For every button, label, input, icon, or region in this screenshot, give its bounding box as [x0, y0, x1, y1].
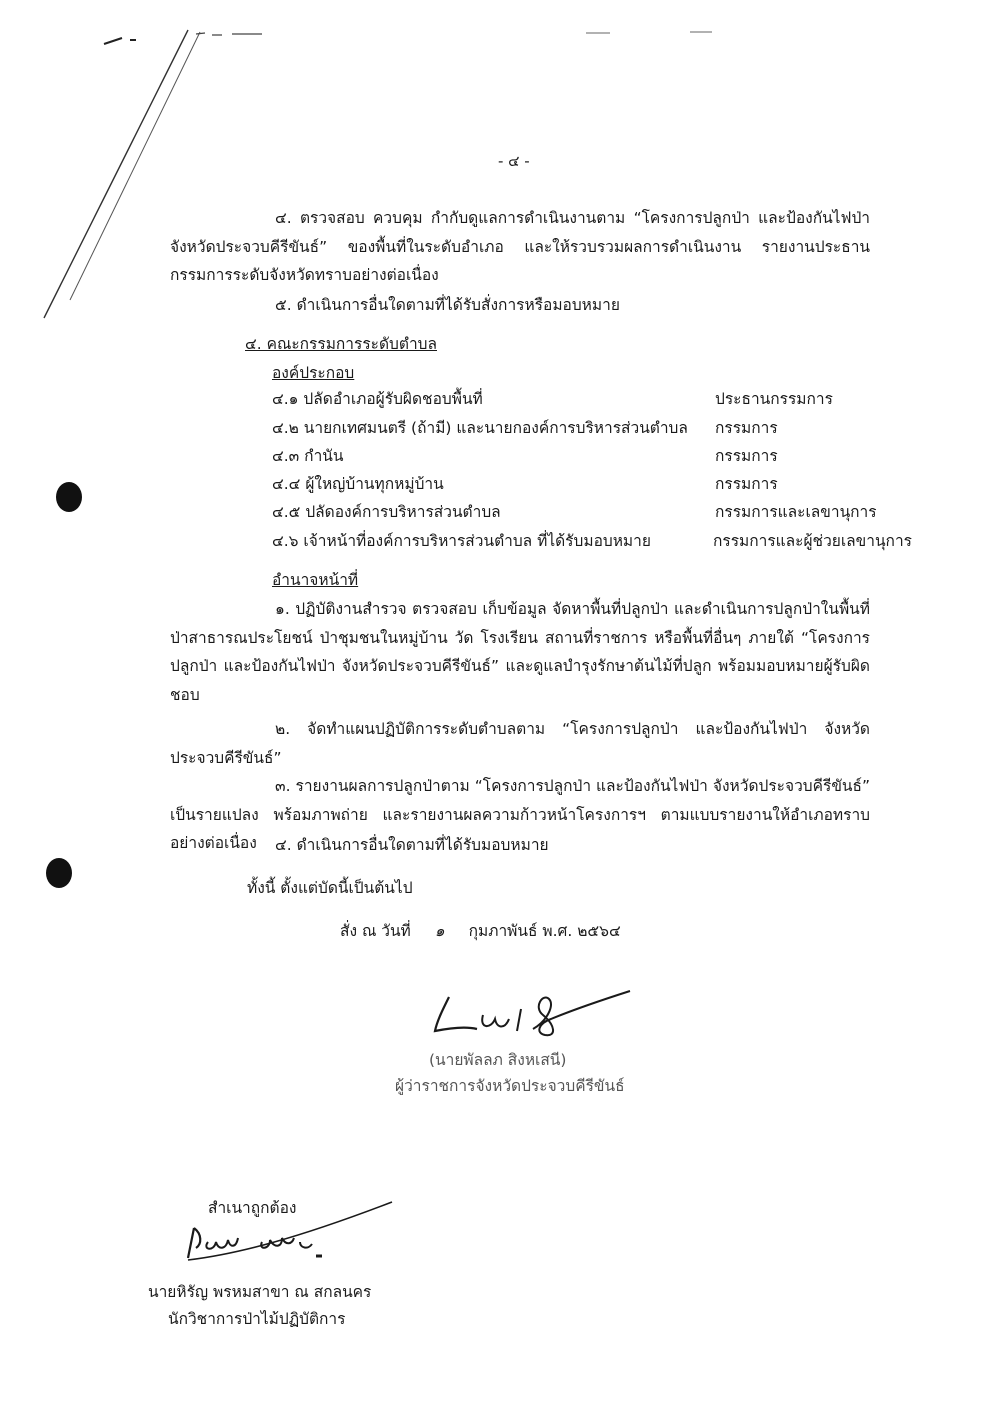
order-date-prefix: สั่ง ณ วันที่: [340, 922, 411, 940]
member-name: ๔.๒ นายกเทศมนตรี (ถ้ามี) และนายกองค์การบริหารส่วนตำบล: [272, 419, 688, 437]
member-name: ๔.๓ กำนัน: [272, 447, 344, 465]
governor-signature: [425, 985, 640, 1047]
order-date-month-year: กุมภาพันธ์ พ.ศ. ๒๕๖๔: [468, 922, 621, 940]
governor-name: (นายพัลลภ สิงหเสนี): [429, 1051, 567, 1069]
member-role: กรรมการ: [715, 447, 778, 465]
district-duty-5: ๕. ดำเนินการอื่นใดตามที่ได้รับสั่งการหรือมอบหมาย: [275, 296, 620, 314]
member-name: ๔.๖ เจ้าหน้าที่องค์การบริหารส่วนตำบล ที่ได้รับมอบหมาย: [272, 532, 651, 550]
member-role: ประธานกรรมการ: [715, 390, 833, 408]
certifier-position: นักวิชาการป่าไม้ปฏิบัติการ: [168, 1310, 346, 1328]
member-role: กรรมการและเลขานุการ: [715, 503, 877, 521]
district-duty-4: ๔. ตรวจสอบ ควบคุม กำกับดูแลการดำเนินงานตาม “โครงการปลูกป่า และป้องกันไฟป่า จังหวัดประจวบคีรีขันธ์” ของพื้นที่ในระดับอำเภอ และให้รวบรวมผลการดำเนินงาน รายงานประธานกรรมการระดับจังหวัดทราบอย่างต่อเนื่อง: [170, 209, 870, 284]
governor-position: ผู้ว่าราชการจังหวัดประจวบคีรีขันธ์: [395, 1077, 625, 1095]
punch-hole-bottom: [46, 858, 72, 888]
duty-3: ๓. รายงานผลการปลูกป่าตาม “โครงการปลูกป่า และป้องกันไฟป่า จังหวัดประจวบคีรีขันธ์” เป็นรายแปลง พร้อมภาพถ่าย และรายงานผลความก้าวหน้าโครงการฯ ตามแบบรายงานให้อำเภอทราบอย่างต่อเนื่อง: [170, 777, 870, 852]
order-date: [340, 918, 621, 943]
duty-4: ๔. ดำเนินการอื่นใดตามที่ได้รับมอบหมาย: [275, 836, 549, 854]
certifier-signature: [178, 1198, 400, 1266]
member-name: ๔.๑ ปลัดอำเภอผู้รับผิดชอบพื้นที่: [272, 390, 483, 408]
member-name: ๔.๕ ปลัดองค์การบริหารส่วนตำบล: [272, 503, 501, 521]
member-name: ๔.๔ ผู้ใหญ่บ้านทุกหมู่บ้าน: [272, 475, 444, 493]
punch-hole-top: [56, 482, 82, 512]
page-number: - ๔ -: [498, 152, 530, 170]
member-role: กรรมการ: [715, 475, 778, 493]
member-row: [272, 415, 872, 443]
composition-label: องค์ประกอบ: [272, 364, 355, 382]
member-row: [272, 386, 872, 414]
duty-1: ๑. ปฏิบัติงานสำรวจ ตรวจสอบ เก็บข้อมูล จัดหาพื้นที่ปลูกป่า และดำเนินการปลูกป่าในพื้นที่ป่าสาธารณประโยชน์ ป่าชุมชนในหมู่บ้าน วัด โรงเรียน สถานที่ราชการ หรือพื้นที่อื่นๆ ภายใต้ “โครงการปลูกป่า และป้องกันไฟป่า จังหวัดประจวบคีรีขันธ์” และดูแลบำรุงรักษาต้นไม้ที่ปลูก พร้อมมอบหมายผู้รับผิดชอบ: [170, 600, 870, 704]
member-row: [272, 471, 872, 499]
member-row: [272, 528, 912, 556]
certifier-name: นายหิรัญ พรหมสาขา ณ สกลนคร: [148, 1283, 372, 1301]
order-date-day: ๑: [434, 922, 445, 940]
effective-clause: ทั้งนี้ ตั้งแต่บัดนี้เป็นต้นไป: [247, 879, 413, 897]
member-role: กรรมการ: [715, 419, 778, 437]
member-row: [272, 499, 877, 527]
duty-2: ๒. จัดทำแผนปฏิบัติการระดับตำบลตาม “โครงการปลูกป่า และป้องกันไฟป่า จังหวัดประจวบคีรีขันธ์”: [170, 720, 870, 767]
certified-copy-label: สำเนาถูกต้อง: [208, 1199, 297, 1217]
section-heading: ๔. คณะกรรมการระดับตำบล: [245, 335, 437, 353]
duties-label: อำนาจหน้าที่: [272, 571, 359, 589]
member-role: กรรมการและผู้ช่วยเลขานุการ: [713, 532, 912, 550]
member-row: [272, 443, 872, 471]
